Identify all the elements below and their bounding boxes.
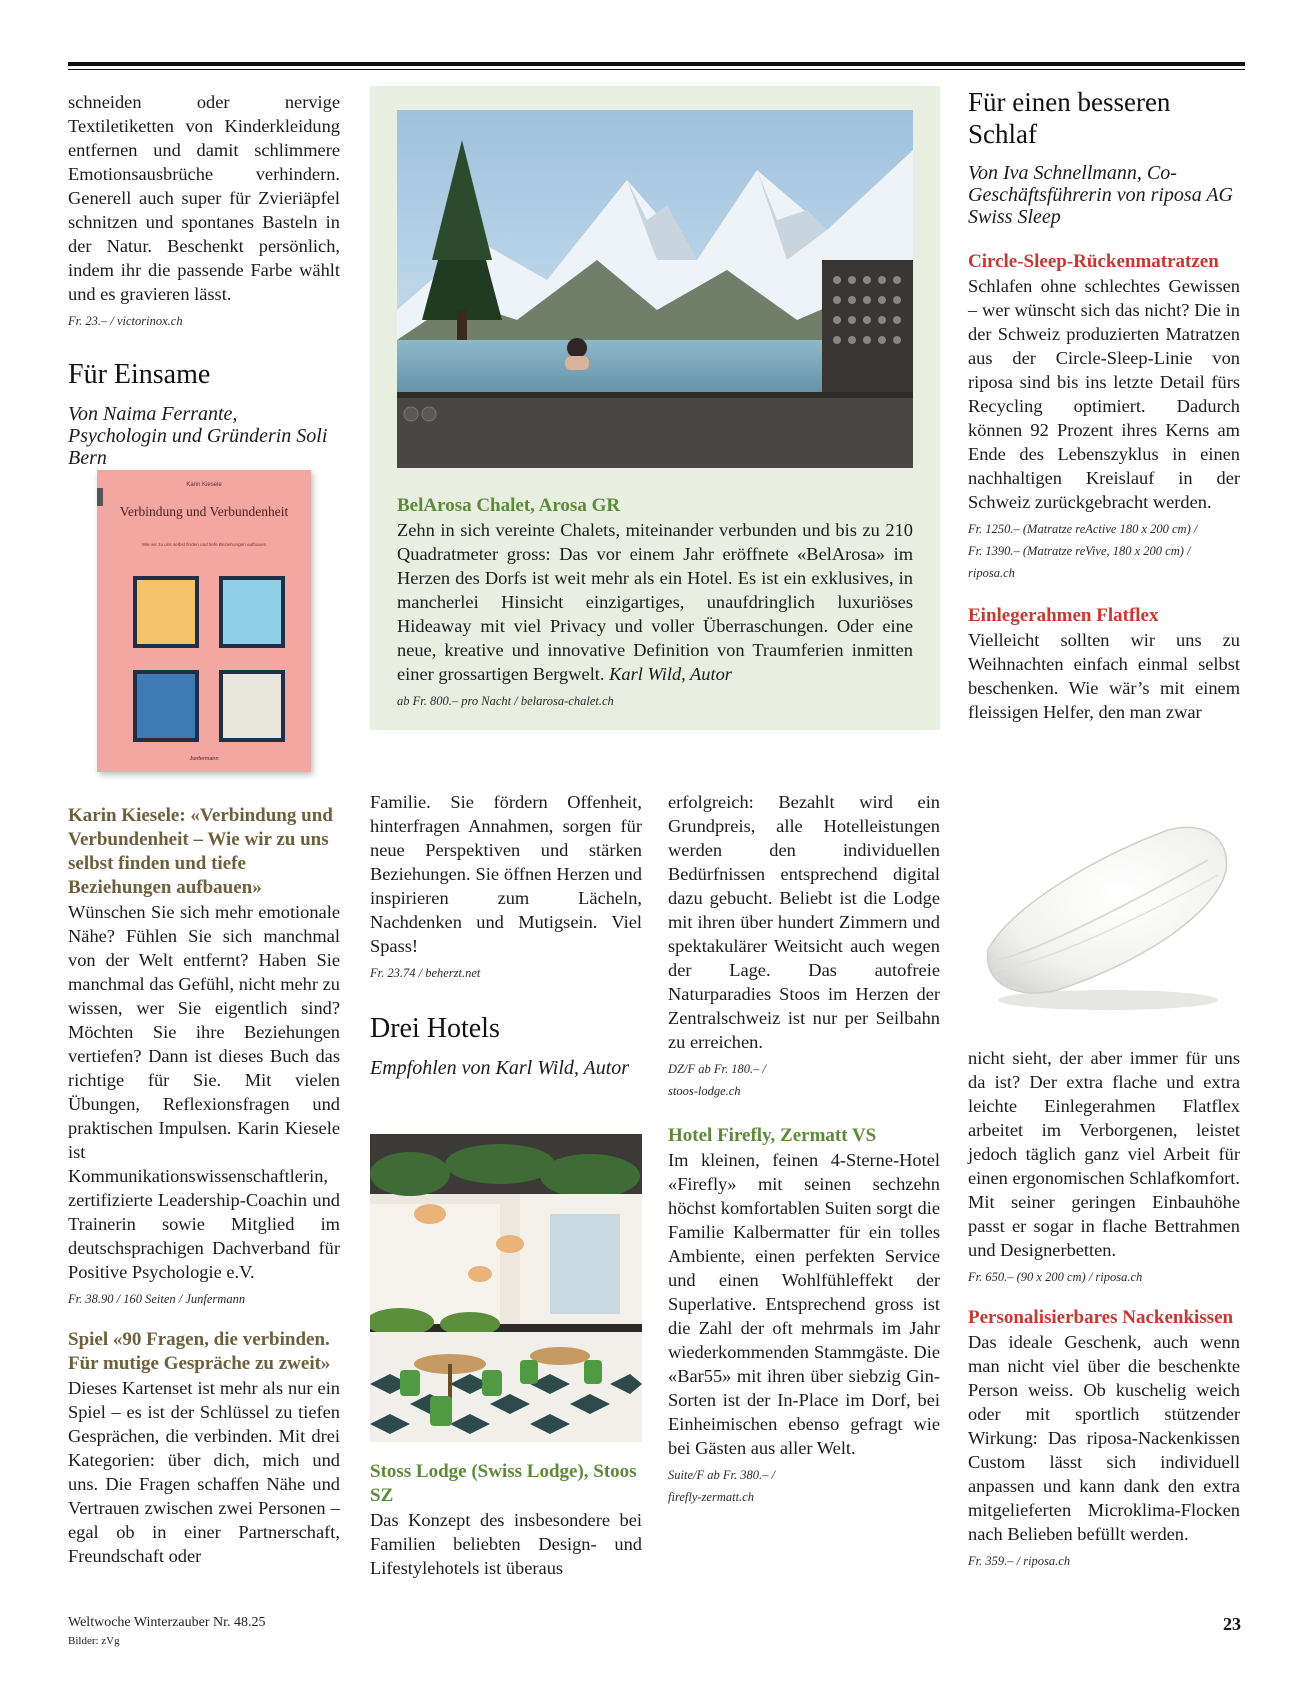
book-window-illustration (133, 576, 199, 648)
hotel2-text: Im kleinen, feinen 4-Sterne-Hotel «Firefly» mit seinen sechzehn höchst komfortablen Suiten sorgt die Familie Kalbermatter für ein tolles Ambiente, einen perfekten Service und einen Wohlfühleffekt der Superlative. Entsprechend gross ist die Zahl der oft mehrmals im Jahr wiederkommenden Stammgäste. Die «Bar55» mit ihren über siebzig Gin-Sorten ist der In-Place im Dorf, bei Einheimischen ebenso gefragt wie bei Gästen aus aller Welt. (668, 1150, 940, 1458)
item-text-flatflex-a: Vielleicht sollten wir uns zu Weihnachten einfach einmal selbst beschenken. Wie wär’s mit einem fleissigen Helfer, den man zwar (968, 630, 1240, 722)
item-title-book: Karin Kiesele: «Verbindung und Verbundenheit – Wie wir zu uns selbst finden und tiefe Beziehungen aufbauen» (68, 805, 333, 898)
item-title-matratzen: Circle-Sleep-Rückenmatratzen (968, 251, 1219, 272)
item-price-nackenkissen: Fr. 359.– / riposa.ch (968, 1554, 1071, 1568)
item-price-matratzen-1: Fr. 1250.– (Matratze reActive 180 x 200 cm) / (968, 522, 1198, 536)
byline-schlaf: Von Iva Schnellmann, Co-Geschäftsführerin von riposa AG Swiss Sleep (968, 162, 1233, 228)
book-window-illustration (219, 670, 285, 742)
column-2 (370, 790, 642, 1079)
byline-hotels: Empfohlen von Karl Wild, Autor (370, 1057, 630, 1079)
byline-einsame: Von Naima Ferrante, Psychologin und Gründerin Soli Bern (68, 403, 328, 469)
item-text-matratzen: Schlafen ohne schlechtes Gewissen – wer wünscht sich das nicht? Die in der Schweiz produzierten Matratzen aus der Circle-Sleep-Linie von riposa sind bis ins letzte Detail fürs Recycling optimiert. Dadurch können 92 Prozent ihres Kerns am Ende des Lebenszyklus in einen nachhaltigen Kreislauf in der Schweiz zurückgebracht werden. (968, 276, 1240, 512)
book-author: Karin Kiesele (186, 482, 222, 488)
footer (68, 1614, 265, 1650)
feature-author: Karl Wild, Autor (609, 664, 732, 684)
item-title-flatflex: Einlegerahmen Flatflex (968, 605, 1159, 626)
item-text-flatflex-b: nicht sieht, der aber immer für uns da ist? Der extra flache und extra leichte Einlegerahmen Flatflex arbeitet im Verborgenen, leistet jedoch täglich ganz viel Arbeit für einen ergonomischen Schlafkomfort. Mit seiner geringen Einbauhöhe passt er sogar in flache Bettrahmen und Designerbetten. (968, 1048, 1240, 1260)
book-spine-tag (97, 488, 103, 506)
book-window-illustration (133, 670, 199, 742)
book-subtitle: Wie wir zu uns selbst finden und tiefe Beziehungen aufbauen (141, 542, 267, 547)
feature-text (397, 518, 913, 686)
feature-body: Zehn in sich vereinte Chalets, miteinander verbunden und bis zu 210 Quadratmeter gross: Das vor einem Jahr eröffnete «BelArosa» im Herzen des Dorfs ist weit mehr als ein Hotel. Es ist ein exklusives, in mancherlei Hinsicht einzigartiges, unaufdringlich luxuriöses Hideaway mit viel Privacy und voller Überraschungen. Oder eine neue, kreative und innovative Definition von Traumferien inmitten einer grossartigen Bergwelt. (397, 520, 913, 684)
section-title-schlaf: Für einen besseren Schlaf (968, 87, 1171, 149)
hotel1-text-continued: erfolgreich: Bezahlt wird ein Grundpreis, alle Hotelleistungen werden den individuellen Bedürfnissen entsprechend digital dazu gebucht. Beliebt ist die Lodge mit ihren über hundert Zimmern und spektakulärer Weitsicht auch wegen der Lage. Das autofreie Naturparadies Stoos im Herzen der Zentralschweiz ist nur per Seilbahn zu erreichen. (668, 792, 940, 1052)
hotel1-price-2: stoos-lodge.ch (668, 1084, 741, 1098)
pillow-photo (968, 800, 1240, 1020)
hotel1-text: Das Konzept des insbesondere bei Familien beliebten Design- und Lifestylehotels ist überaus (370, 1510, 642, 1578)
pillow-illustration (968, 800, 1240, 1020)
feature-text-block (397, 494, 913, 710)
item-price-book: Fr. 38.90 / 160 Seiten / Junfermann (68, 1292, 246, 1306)
restaurant-interior-illustration (370, 1134, 642, 1442)
hotel1-price-1: DZ/F ab Fr. 180.– / (668, 1062, 766, 1076)
book-window-illustration (219, 576, 285, 648)
top-rule (68, 62, 1245, 66)
column-3 (668, 790, 940, 1506)
column-2-lower (370, 1460, 642, 1580)
top-rule-thin (68, 69, 1245, 70)
game-price: Fr. 23.74 / beherzt.net (370, 966, 481, 980)
item-price-matratzen-2: Fr. 1390.– (Matratze reVive, 180 x 200 cm) / (968, 544, 1191, 558)
stoos-lodge-photo (370, 1134, 642, 1442)
item-price-flatflex: Fr. 650.– (90 x 200 cm) / riposa.ch (968, 1270, 1143, 1284)
item-price-matratzen-3: riposa.ch (968, 566, 1015, 580)
item-text-game: Dieses Kartenset ist mehr als nur ein Spiel – es ist der Schlüssel zu tiefen Gesprächen, die verbinden. Mit drei Kategorien: über dich, mich und uns. Die Fragen schaffen Nähe und Vertrauen zwischen zwei Personen – egal ob in einer Partnerschaft, Freundschaft oder (68, 1378, 340, 1566)
belarosa-pool-photo (397, 110, 913, 468)
section-title-einsame: Für Einsame (68, 359, 211, 390)
hotel1-title: Stoss Lodge (Swiss Lodge), Stoos SZ (370, 1461, 637, 1506)
column-4 (968, 86, 1240, 724)
item-text-nackenkissen: Das ideale Geschenk, auch wenn man nicht viel über die beschenkte Person weiss. Ob kuschelig weich oder mit sportlich stützender Wirkung: Das riposa-Nackenkissen Custom lässt sich individuell anpassen und kann dank den extra mitgelieferten Microklima-Flocken nach Belieben befüllt werden. (968, 1332, 1240, 1544)
column-1 (68, 90, 340, 469)
hotel2-price-2: firefly-zermatt.ch (668, 1490, 754, 1504)
page-number: 23 (1223, 1614, 1241, 1634)
feature-price: ab Fr. 800.– pro Nacht / belarosa-chalet.ch (397, 694, 614, 708)
footer-publication: Weltwoche Winterzauber Nr. 48.25 (68, 1615, 266, 1630)
section-title-hotels: Drei Hotels (370, 1013, 500, 1044)
mountain-pool-illustration (397, 110, 913, 468)
intro-price: Fr. 23.– / victorinox.ch (68, 314, 183, 328)
hotel2-title: Hotel Firefly, Zermatt VS (668, 1125, 877, 1146)
intro-text: schneiden oder nervige Textiletiketten von Kinderkleidung entfernen und damit schlimmere Emotionsausbrüche verhindern. Generell auch super für Zvieriäpfel schnitzen und spontanes Basteln in der Natur. Beschenkt persönlich, indem ihr die passende Farbe wählt und es gravieren lässt. (68, 92, 340, 304)
item-text-book: Wünschen Sie sich mehr emotionale Nähe? Fühlen Sie sich manchmal von der Welt entfernt? Haben Sie manchmal das Gefühl, nicht mehr zu wissen, wer Sie eigentlich sind? Möchten Sie ihre Beziehungen vertiefen? Dann ist dieses Buch das richtige für Sie. Mit vielen Übungen, Reflexionsfragen und praktischen Impulsen. Karin Kiesele ist Kommunikationswissenschaftlerin, zertifizierte Leadership-Coachin und Trainerin sowie Mitglied im deutschsprachigen Dachverband für Positive Psychologie e.V. (68, 902, 340, 1282)
hotel2-price-1: Suite/F ab Fr. 380.– / (668, 1468, 775, 1482)
column-4-lower (968, 1046, 1240, 1570)
book-publisher: Junfermann (189, 756, 219, 762)
game-text-continued: Familie. Sie fördern Offenheit, hinterfragen Annahmen, sorgen für neue Perspektiven und stärken Beziehungen. Sie öffnen Herzen und inspirieren zum Lächeln, Nachdenken und Mutigsein. Viel Spass! (370, 792, 642, 956)
item-title-nackenkissen: Personalisierbares Nackenkissen (968, 1307, 1234, 1328)
book-title: Verbindung und Verbundenheit (119, 504, 289, 519)
column-1-lower (68, 804, 340, 1568)
feature-title: BelArosa Chalet, Arosa GR (397, 495, 621, 516)
footer-credits: Bilder: zVg (68, 1635, 120, 1647)
book-cover-image (97, 470, 311, 772)
item-title-game: Spiel «90 Fragen, die verbinden. Für mutige Gespräche zu zweit» (68, 1329, 331, 1374)
